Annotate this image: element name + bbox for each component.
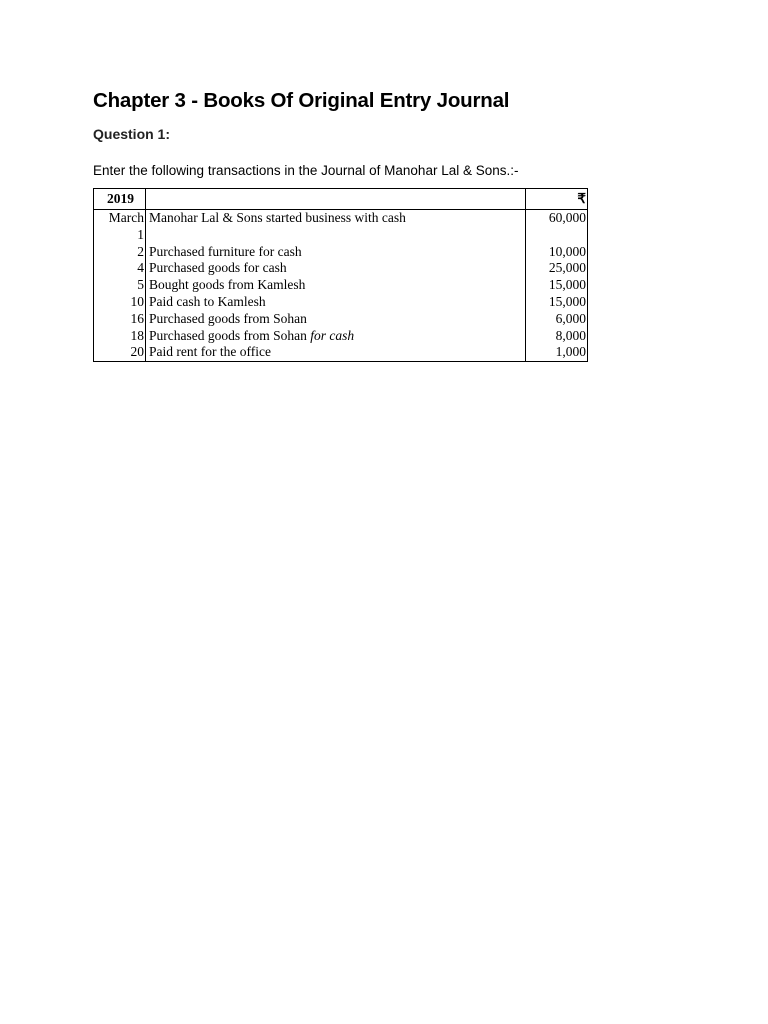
table-row bbox=[94, 328, 588, 345]
transaction-particulars: Paid cash to Kamlesh bbox=[146, 294, 526, 311]
transaction-date: 18 bbox=[94, 328, 146, 345]
date-month: March bbox=[108, 210, 144, 225]
particulars-header bbox=[146, 189, 526, 210]
transaction-amount: 6,000 bbox=[526, 311, 588, 328]
currency-header: ₹ bbox=[526, 189, 588, 210]
transaction-amount: 8,000 bbox=[526, 328, 588, 345]
page-title: Chapter 3 - Books Of Original Entry Journal bbox=[93, 89, 510, 112]
transaction-date bbox=[94, 210, 146, 244]
transaction-date: 16 bbox=[94, 311, 146, 328]
question-instructions: Enter the following transactions in the Journal of Manohar Lal & Sons.:- bbox=[93, 163, 519, 178]
particulars-italic-text: for cash bbox=[310, 327, 355, 343]
transaction-particulars: Manohar Lal & Sons started business with cash bbox=[146, 210, 526, 244]
table-row bbox=[94, 210, 588, 244]
transaction-date: 10 bbox=[94, 294, 146, 311]
transaction-date: 4 bbox=[94, 260, 146, 277]
table-row bbox=[94, 260, 588, 277]
transaction-particulars bbox=[146, 328, 526, 345]
date-day: 1 bbox=[137, 226, 144, 242]
transaction-particulars: Bought goods from Kamlesh bbox=[146, 277, 526, 294]
transaction-amount: 10,000 bbox=[526, 244, 588, 261]
transaction-date: 2 bbox=[94, 244, 146, 261]
transaction-amount: 1,000 bbox=[526, 344, 588, 361]
transaction-amount: 60,000 bbox=[526, 210, 588, 244]
transaction-amount: 15,000 bbox=[526, 294, 588, 311]
question-label: Question 1: bbox=[93, 126, 171, 142]
table-row bbox=[94, 244, 588, 261]
transaction-amount: 25,000 bbox=[526, 260, 588, 277]
table-header-row bbox=[94, 189, 588, 210]
transactions-table bbox=[93, 188, 588, 362]
particulars-text: Purchased goods from Sohan bbox=[149, 327, 311, 343]
transaction-date: 5 bbox=[94, 277, 146, 294]
year-header: 2019 bbox=[94, 189, 146, 210]
transaction-particulars: Paid rent for the office bbox=[146, 344, 526, 361]
table-row bbox=[94, 277, 588, 294]
table-row bbox=[94, 344, 588, 361]
table-row bbox=[94, 294, 588, 311]
transaction-amount: 15,000 bbox=[526, 277, 588, 294]
transaction-particulars: Purchased goods for cash bbox=[146, 260, 526, 277]
transaction-particulars: Purchased goods from Sohan bbox=[146, 311, 526, 328]
transaction-date: 20 bbox=[94, 344, 146, 361]
transaction-particulars: Purchased furniture for cash bbox=[146, 244, 526, 261]
table-row bbox=[94, 311, 588, 328]
